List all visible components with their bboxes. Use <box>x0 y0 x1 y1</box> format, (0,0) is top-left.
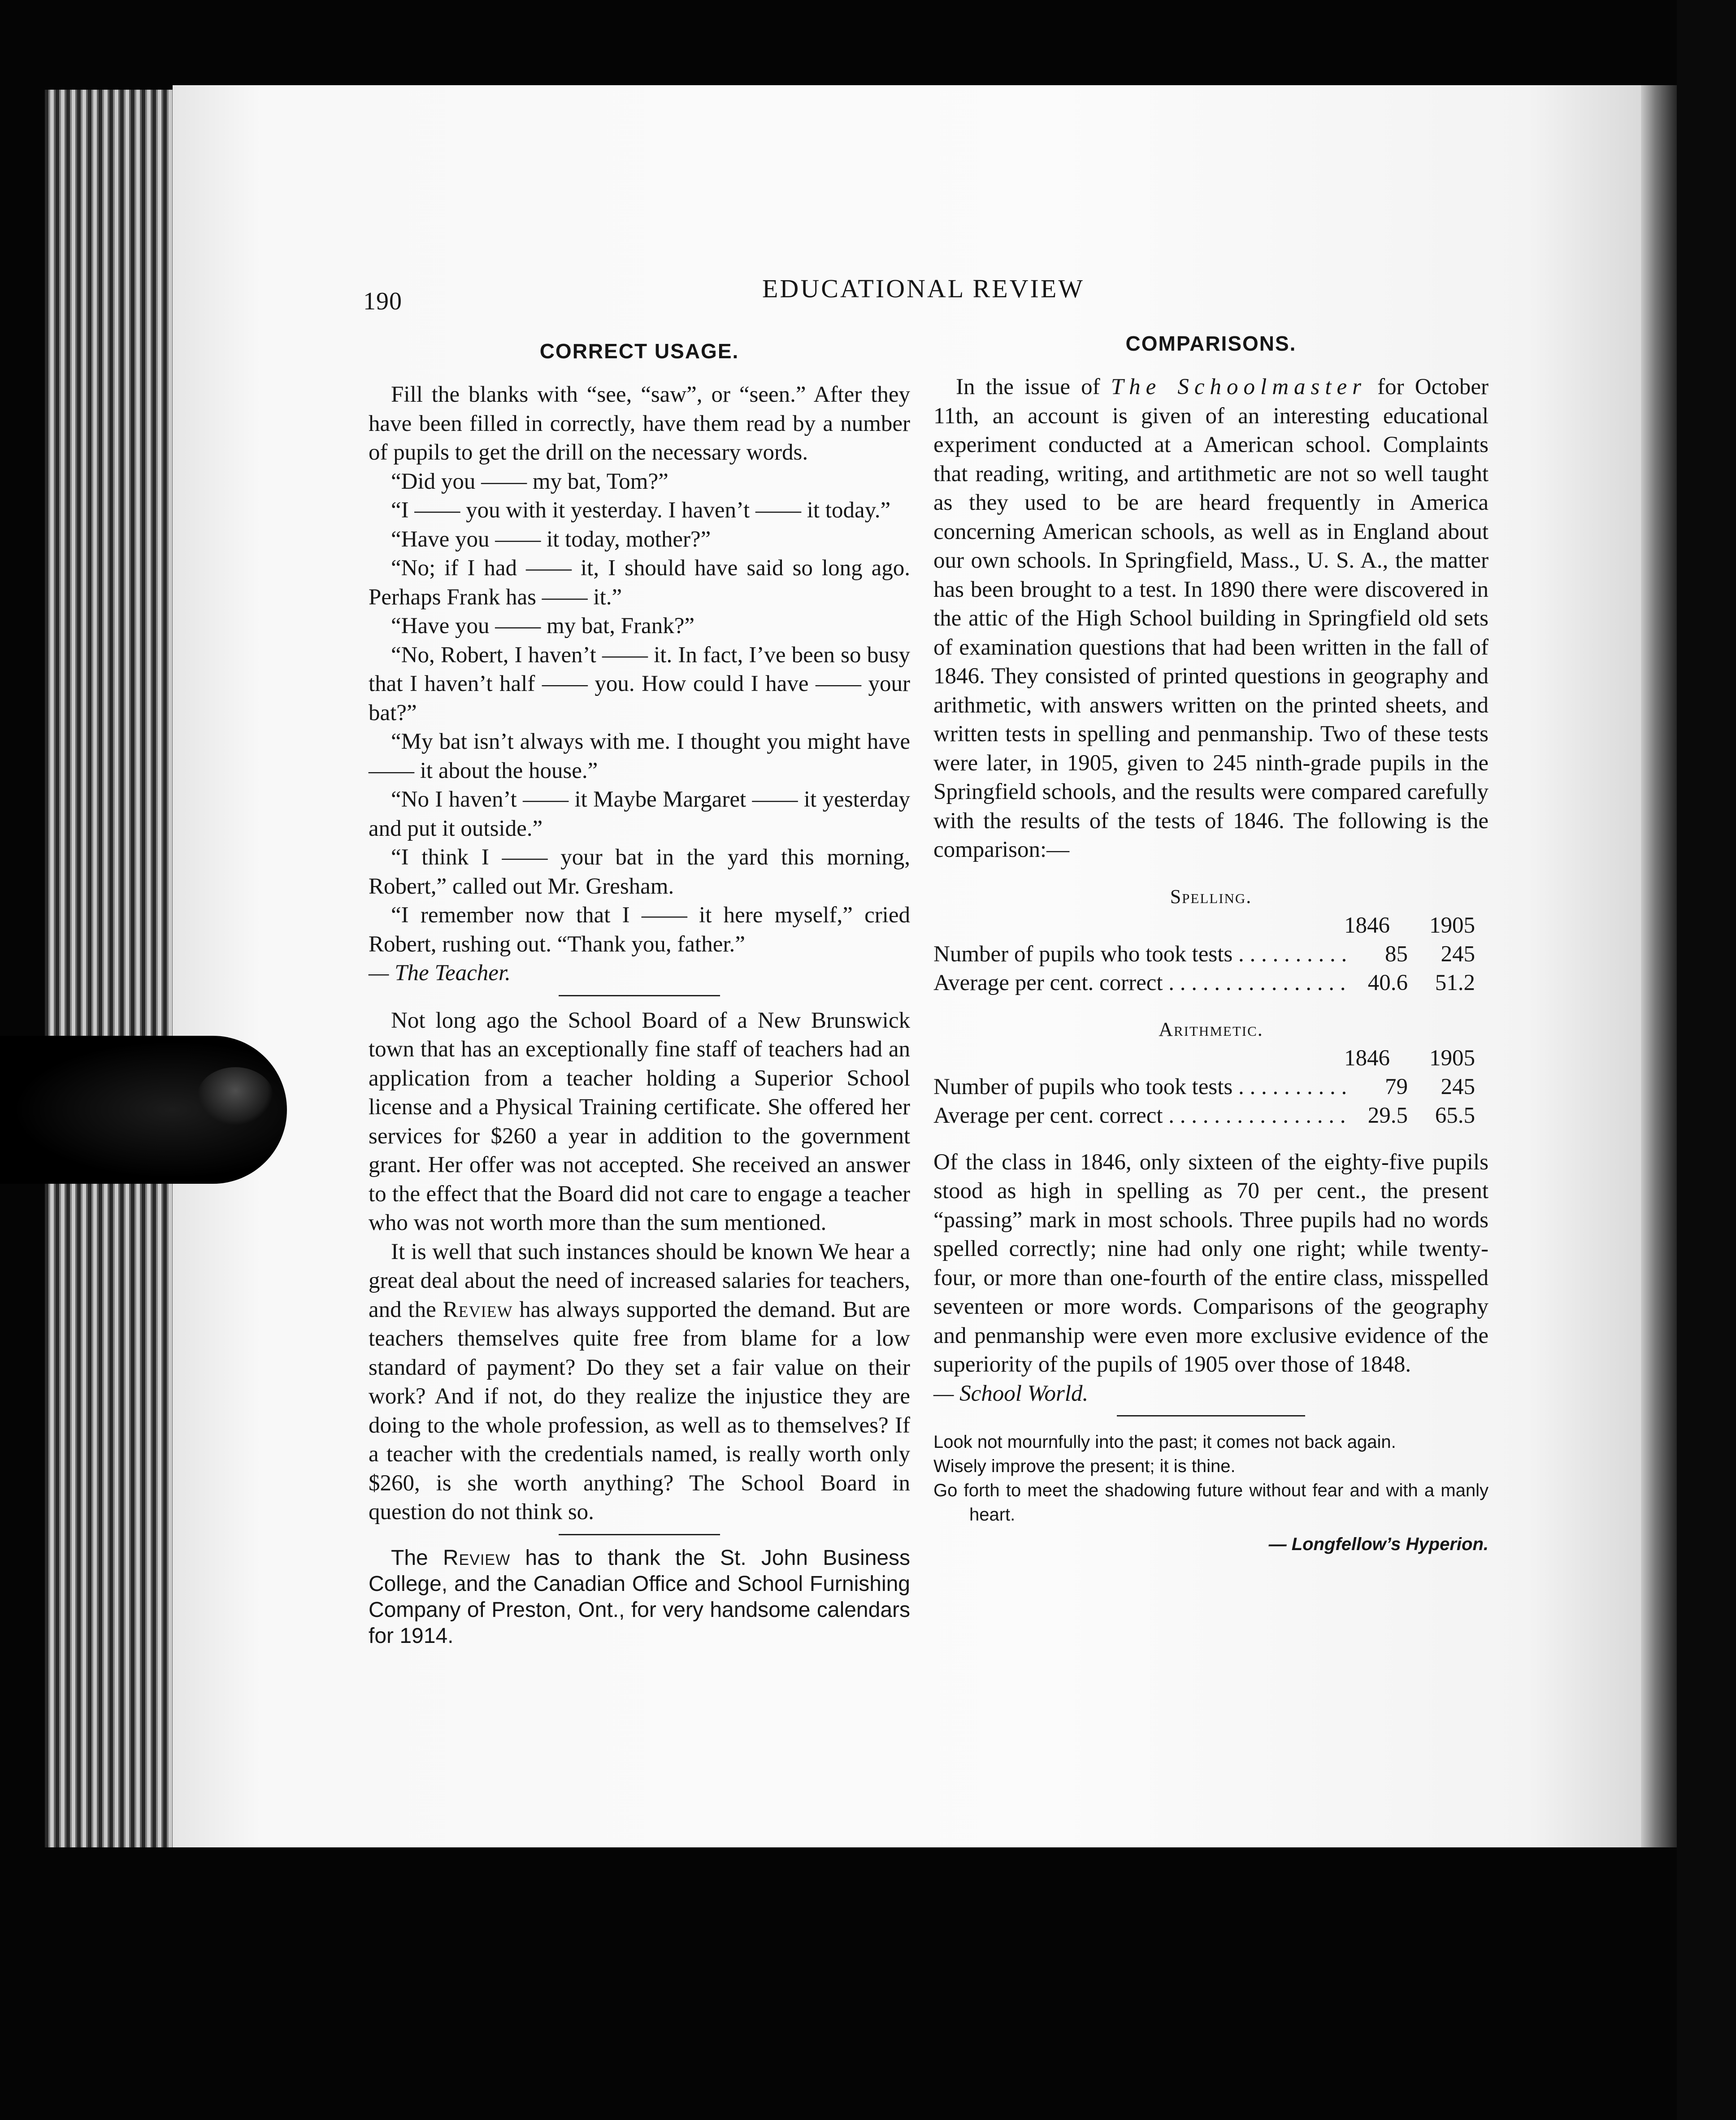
row-label: Average per cent. correct . . . <box>933 969 1350 997</box>
cell-1905: 245 <box>1441 1074 1475 1099</box>
comparisons-intro <box>933 373 1489 865</box>
correct-usage-dialog <box>369 467 910 959</box>
dialog-line: “Have you —— my bat, Frank?” <box>391 613 694 639</box>
correct-usage-source: — The Teacher. <box>369 960 511 986</box>
table-title: Arithmetic. <box>1159 1018 1263 1040</box>
left-column <box>369 337 910 1649</box>
running-head: EDUCATIONAL REVIEW <box>762 274 1085 303</box>
page-number: 190 <box>363 287 402 315</box>
section-divider <box>559 1534 720 1535</box>
paragraph-text: In the issue of <box>956 374 1111 400</box>
dialog-line: “My bat isn’t always with me. I thought you might have —— it about the house.” <box>369 729 910 783</box>
paragraph-text: It is well that such instances should be known We hear a great deal about the need of increased salaries for teachers, and the <box>369 1239 910 1322</box>
year-header: 1846 <box>1344 912 1390 938</box>
section-divider <box>1117 1415 1305 1416</box>
right-column <box>933 330 1489 1556</box>
school-board-paragraph-2 <box>369 1238 910 1527</box>
quote-line: Look not mournfully into the past; it comes not back again. <box>933 1432 1396 1452</box>
cell-1905: 51.2 <box>1435 970 1475 995</box>
row-label: Average per cent. correct . . . <box>933 1101 1350 1130</box>
book-page-edges <box>45 90 179 1847</box>
cell-1846: 85 <box>1385 941 1408 967</box>
paragraph-text: for October 11th, an account is given of an interesting educational experiment conducted at a American school. Complaints that reading, writing, and artithmetic are not so well taught as they used to be are heard frequently in America concerning American schools, as well as in England about our own schools. In Springfield, Mass., U. S. A., the matter has been brought to a test. In 1890 there were discovered in the attic of the High School building in Springfield old sets of examination questions that had been written in the fall of 1846. They consisted of printed questions in geography and arithmetic, with answers written on the printed sheets, and written tests in spelling and penmanship. Two of these tests were later, in 1905, given to 245 ninth-grade pupils in the Springfield schools, and the results were compared carefully with the results of the tests of 1846. The following is the comparison:— <box>933 374 1489 862</box>
dialog-line: “I —— you with it yesterday. I haven’t —— it today.” <box>391 498 891 523</box>
thumbnail-reflection <box>197 1067 273 1125</box>
dialog-line: “No, Robert, I haven’t —— it. In fact, I’ve been so busy that I haven’t half —— you. How could I have —— your bat?” <box>369 642 910 725</box>
cell-1846: 79 <box>1385 1074 1408 1099</box>
arithmetic-table <box>933 1016 1489 1130</box>
dialog-line: “No; if I had —— it, I should have said so long ago. Perhaps Frank has —— it.” <box>369 556 910 610</box>
cell-1846: 40.6 <box>1367 970 1408 995</box>
year-header: 1905 <box>1429 1045 1475 1071</box>
dialog-line: “No I haven’t —— it Maybe Margaret —— it yesterday and put it outside.” <box>369 787 910 841</box>
table-row <box>933 969 1489 997</box>
quote-line: Go forth to meet the shadowing future without fear and with a manly heart. <box>933 1481 1489 1525</box>
comparisons-source: — School World. <box>933 1381 1089 1406</box>
correct-usage-heading: CORRECT USAGE. <box>539 339 739 363</box>
notice-text: The <box>391 1546 443 1570</box>
dialog-line: “Did you —— my bat, Tom?” <box>391 469 668 494</box>
comparisons-closing: Of the class in 1846, only sixteen of the eighty-five pupils stood as high in spelling as 70 per cent., the present “passing” mark in most schools. Three pupils had no words spelled correctly; nine had only one right; while twenty-four, or more than one-fourth of the entire class, misspelled seventeen or more words. Comparisons of the geography and penmanship were even more exclusive evidence of the superiority of the pupils of 1905 over those of 1848. <box>933 1149 1489 1377</box>
row-label: Number of pupils who took tests . . . <box>933 940 1350 969</box>
table-row <box>933 940 1489 969</box>
comparisons-heading: COMPARISONS. <box>1125 332 1297 355</box>
year-header: 1846 <box>1344 1045 1390 1071</box>
cell-1905: 65.5 <box>1435 1103 1475 1128</box>
scan-border-right <box>1677 0 1736 2120</box>
spelling-table <box>933 883 1489 997</box>
quote-line: Wisely improve the present; it is thine. <box>933 1456 1236 1476</box>
school-board-paragraph-1: Not long ago the School Board of a New Brunswick town that has an exceptionally fine staff of teachers had an application from a teacher holding a Superior School license and a Physical Training certificate. She offered her services for $260 a year in addition to the government grant. Her offer was not accepted. She received an answer to the effect that the Board did not care to engage a teacher who was not worth more than the sum mentioned. <box>369 1008 910 1235</box>
quote-attribution: — Longfellow’s Hyperion. <box>1268 1534 1489 1554</box>
dialog-line: “I think I —— your bat in the yard this morning, Robert,” called out Mr. Gresham. <box>369 845 910 899</box>
periodical-title: The Schoolmaster <box>1111 374 1367 400</box>
table-title: Spelling. <box>1170 885 1252 908</box>
book-gutter <box>1641 85 1677 1847</box>
table-header <box>933 1044 1489 1073</box>
business-college-notice <box>369 1545 910 1649</box>
longfellow-quote <box>933 1430 1489 1556</box>
row-label: Number of pupils who took tests . . . <box>933 1073 1350 1101</box>
table-row <box>933 1073 1489 1101</box>
section-divider <box>559 995 720 996</box>
paragraph-text: has always supported the demand. But are teachers themselves quite free from blame for a low standard of payment? Do they set a fair value on their work? And if not, do they realize the injustice they are doing to the whole profession, as well as to themselves? If a teacher with the credentials named, is really worth only $260, is she worth anything? The School Board in question do not think so. <box>369 1297 910 1525</box>
dialog-line: “Have you —— it today, mother?” <box>391 526 711 552</box>
review-name: Review <box>443 1546 511 1570</box>
notice-text: has to thank the St. John Business College, and the Canadian Office and School Furnishing Company of Preston, Ont., for very handsome calendars for 1914. <box>369 1546 910 1648</box>
year-header: 1905 <box>1429 912 1475 938</box>
table-row <box>933 1101 1489 1130</box>
table-header <box>933 911 1489 940</box>
review-name: Review <box>443 1297 513 1322</box>
cell-1846: 29.5 <box>1367 1103 1408 1128</box>
correct-usage-intro: Fill the blanks with “see, “saw”, or “seen.” After they have been filled in correctly, have them read by a number of pupils to get the drill on the necessary words. <box>369 382 910 465</box>
dialog-line: “I remember now that I —— it here myself,” cried Robert, rushing out. “Thank you, father.” <box>369 903 910 957</box>
cell-1905: 245 <box>1441 941 1475 967</box>
